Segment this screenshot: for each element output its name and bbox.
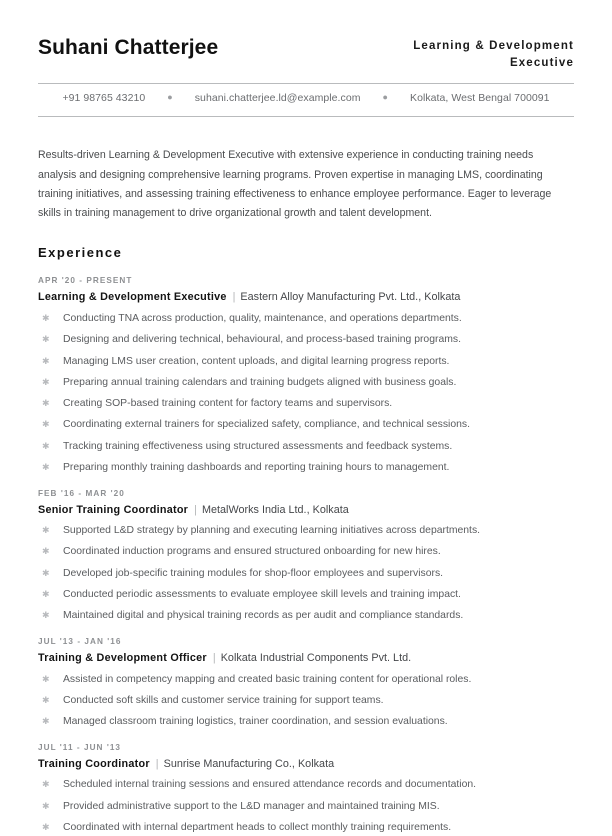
job-responsibility-item bbox=[38, 545, 574, 560]
bullet-asterisk-icon: ✱ bbox=[42, 312, 50, 323]
job-company: MetalWorks India Ltd., Kolkata bbox=[201, 503, 349, 516]
contact-location: Kolkata, West Bengal 700091 bbox=[410, 92, 550, 105]
bullet-asterisk-icon: ✱ bbox=[42, 673, 50, 684]
job-responsibility-text: Assisted in competency mapping and created basic training content for operational roles. bbox=[63, 673, 472, 685]
job-responsibility-list bbox=[38, 524, 574, 624]
job-heading bbox=[38, 651, 574, 666]
job-responsibility-text: Scheduled internal training sessions and ensured attendance records and documentation. bbox=[63, 779, 477, 791]
job-responsibility-text: Coordinating external trainers for specialized safety, compliance, and technical sessions. bbox=[63, 419, 470, 431]
bullet-asterisk-icon: ✱ bbox=[42, 821, 50, 832]
contact-bar bbox=[38, 84, 574, 104]
job-company: Kolkata Industrial Components Pvt. Ltd. bbox=[220, 651, 412, 664]
bullet-asterisk-icon: ✱ bbox=[42, 398, 50, 409]
job-responsibility-text: Managed classroom training logistics, trainer coordination, and session evaluations. bbox=[63, 716, 448, 728]
job-responsibility-item bbox=[38, 461, 574, 476]
candidate-name: Suhani Chatterjee bbox=[38, 36, 219, 59]
job-responsibility-list bbox=[38, 312, 574, 476]
job-title: Senior Training Coordinator bbox=[38, 503, 189, 516]
bullet-asterisk-icon: ✱ bbox=[42, 546, 50, 557]
job-responsibility-item bbox=[38, 376, 574, 391]
job-responsibility-item bbox=[38, 567, 574, 582]
job-date-range: APR '20 - PRESENT bbox=[38, 276, 133, 286]
job-responsibility-text: Conducted periodic assessments to evaluate employee skill levels and training impact. bbox=[63, 588, 461, 600]
job-date-range: JUL '11 - JUN '13 bbox=[38, 742, 122, 752]
contact-phone: +91 98765 43210 bbox=[62, 92, 146, 105]
job-responsibility-text: Tracking training effectiveness using structured assessments and feedback systems. bbox=[63, 440, 453, 452]
bullet-asterisk-icon: ✱ bbox=[42, 419, 50, 430]
job-heading bbox=[38, 757, 574, 772]
job-responsibility-list bbox=[38, 778, 574, 835]
job-title: Training Coordinator bbox=[38, 757, 150, 770]
job-title: Learning & Development Executive bbox=[38, 291, 227, 304]
experience-entry bbox=[38, 637, 574, 730]
job-responsibility-item bbox=[38, 588, 574, 603]
job-responsibility-item bbox=[38, 715, 574, 730]
candidate-headline bbox=[413, 36, 574, 71]
bullet-asterisk-icon: ✱ bbox=[42, 440, 50, 451]
job-date-range: JUL '13 - JAN '16 bbox=[38, 636, 122, 646]
headline-line-1: Learning & Development bbox=[413, 40, 574, 52]
header-divider-bottom bbox=[38, 116, 574, 117]
bullet-asterisk-icon: ✱ bbox=[42, 588, 50, 599]
job-heading bbox=[38, 503, 574, 518]
job-responsibility-text: Preparing monthly training dashboards and reporting training hours to management. bbox=[63, 461, 450, 473]
job-responsibility-text: Designing and delivering technical, behavioural, and process-based training programs. bbox=[63, 334, 461, 346]
job-company: Sunrise Manufacturing Co., Kolkata bbox=[163, 757, 335, 770]
headline-line-2: Executive bbox=[509, 56, 574, 69]
bullet-asterisk-icon: ✱ bbox=[42, 716, 50, 727]
job-responsibility-item bbox=[38, 609, 574, 624]
job-responsibility-item bbox=[38, 333, 574, 348]
bullet-asterisk-icon: ✱ bbox=[42, 610, 50, 621]
experience-entry bbox=[38, 489, 574, 624]
experience-section bbox=[38, 245, 574, 835]
job-title-company-separator: | bbox=[155, 757, 159, 770]
contact-separator-dot-2: ● bbox=[382, 91, 389, 102]
experience-entry bbox=[38, 743, 574, 836]
job-company: Eastern Alloy Manufacturing Pvt. Ltd., Kolkata bbox=[240, 291, 461, 304]
job-responsibility-text: Maintained digital and physical training records as per audit and compliance standards. bbox=[63, 610, 464, 622]
contact-separator-dot-1: ● bbox=[167, 91, 173, 102]
experience-job-list bbox=[38, 276, 574, 835]
job-responsibility-item bbox=[38, 397, 574, 412]
job-responsibility-item bbox=[38, 312, 574, 327]
job-responsibility-item bbox=[38, 440, 574, 455]
job-responsibility-text: Developed job-specific training modules for shop-floor employees and supervisors. bbox=[63, 567, 444, 579]
job-responsibility-item bbox=[38, 800, 574, 815]
job-responsibility-list bbox=[38, 673, 574, 730]
job-responsibility-item bbox=[38, 778, 574, 793]
experience-entry bbox=[38, 276, 574, 475]
job-title: Training & Development Officer bbox=[38, 651, 207, 664]
job-responsibility-text: Conducting TNA across production, quality, maintenance, and operations departments. bbox=[63, 312, 462, 324]
bullet-asterisk-icon: ✱ bbox=[42, 525, 50, 536]
job-responsibility-text: Coordinated induction programs and ensured structured onboarding for new hires. bbox=[63, 546, 441, 558]
job-title-company-separator: | bbox=[212, 651, 216, 664]
job-responsibility-text: Supported L&D strategy by planning and executing learning initiatives across departments. bbox=[63, 525, 481, 537]
bullet-asterisk-icon: ✱ bbox=[42, 376, 50, 387]
job-responsibility-text: Coordinated with internal department heads to collect monthly training requirements. bbox=[63, 821, 452, 833]
job-responsibility-text: Conducted soft skills and customer service training for support teams. bbox=[63, 694, 384, 706]
job-responsibility-text: Provided administrative support to the L&D manager and maintained training MIS. bbox=[63, 800, 440, 812]
contact-email: suhani.chatterjee.ld@example.com bbox=[194, 92, 361, 105]
bullet-asterisk-icon: ✱ bbox=[42, 461, 50, 472]
bullet-asterisk-icon: ✱ bbox=[42, 567, 50, 578]
job-responsibility-item bbox=[38, 821, 574, 836]
job-responsibility-item bbox=[38, 418, 574, 433]
bullet-asterisk-icon: ✱ bbox=[42, 779, 50, 790]
experience-section-title: Experience bbox=[38, 245, 123, 261]
job-title-company-separator: | bbox=[232, 291, 236, 304]
bullet-asterisk-icon: ✱ bbox=[42, 800, 50, 811]
job-responsibility-item bbox=[38, 673, 574, 688]
job-responsibility-item bbox=[38, 524, 574, 539]
job-title-company-separator: | bbox=[194, 503, 197, 516]
job-date-range: FEB '16 - MAR '20 bbox=[38, 488, 125, 498]
bullet-asterisk-icon: ✱ bbox=[42, 355, 50, 366]
bullet-asterisk-icon: ✱ bbox=[42, 334, 50, 345]
bullet-asterisk-icon: ✱ bbox=[42, 694, 50, 705]
job-responsibility-item bbox=[38, 694, 574, 709]
job-responsibility-text: Preparing annual training calendars and training budgets aligned with business goals. bbox=[63, 376, 457, 388]
job-responsibility-text: Managing LMS user creation, content uploads, and digital learning progress reports. bbox=[63, 355, 450, 367]
job-responsibility-text: Creating SOP-based training content for factory teams and supervisors. bbox=[63, 398, 393, 410]
resume-header bbox=[38, 32, 574, 71]
job-heading bbox=[38, 290, 574, 305]
job-responsibility-item bbox=[38, 355, 574, 370]
professional-summary: Results-driven Learning & Development Executive with extensive experience in conducting training needs analysis and designing comprehensive learning programs. Proven expertise in managing LMS, coordinating training initiatives, and assessing training effectiveness to enhance employee performance. Eager to leverage skills in training management to drive organizational growth and talent development. bbox=[38, 149, 552, 220]
